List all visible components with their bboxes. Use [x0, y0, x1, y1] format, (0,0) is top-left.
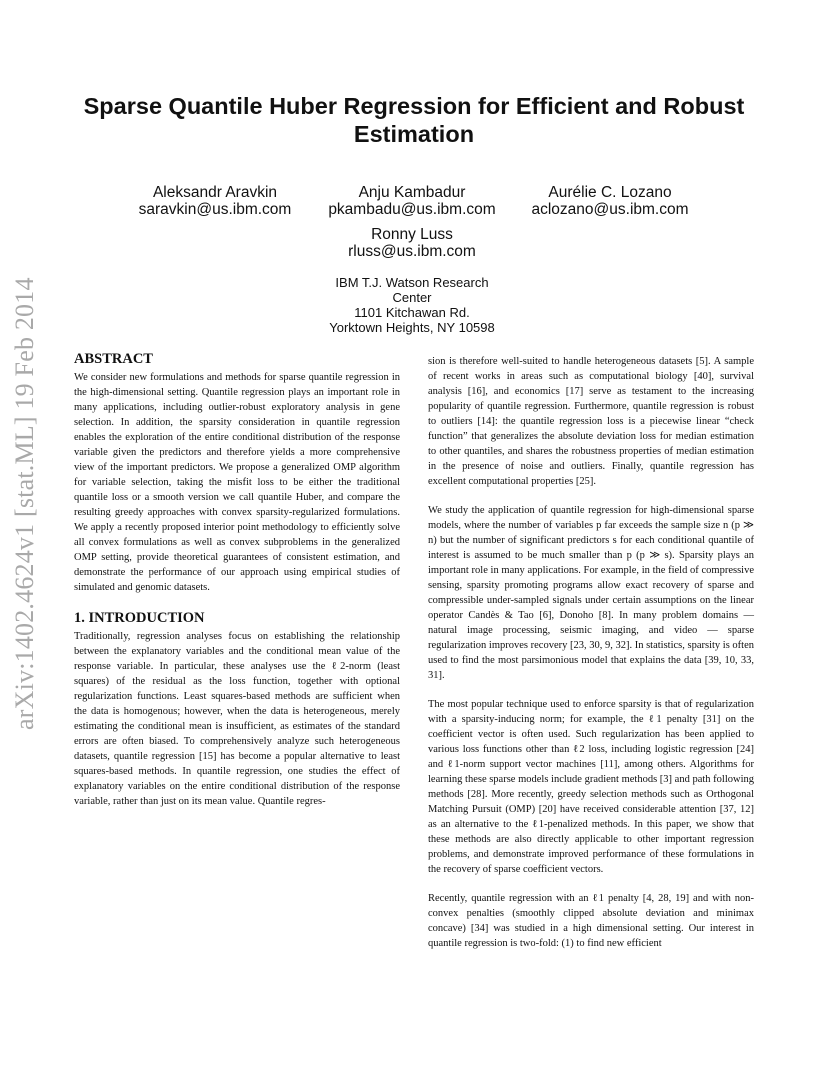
author-name: Ronny Luss — [371, 226, 453, 243]
affiliation-line: Yorktown Heights, NY 10598 — [329, 320, 495, 335]
author-block — [318, 184, 506, 218]
author-name: Anju Kambadur — [358, 184, 466, 201]
body-paragraph: Recently, quantile regression with an ℓ1 penalty [4, 28, 19] and with non-convex penalties (smoothly clipped absolute deviation and minimax concave) [34] was studied in a high dimensional setting. Our interest in quantile regression is two-fold: (1) to find new efficient — [428, 893, 754, 949]
body-paragraph: We study the application of quantile regression for high-dimensional sparse models, where the number of variables p far exceeds the sample size n (p ≫ n) but the number of significant predictors s for each conditional quantile of interest is assumed to be much smaller than p (p ≫ s). Sparsity plays an important role in many applications. For example, in the field of compressive sensing, sparsity promoting programs allow exact recovery of sparse and compressible under-sampled signals under certain assumptions on the linear operator Candès & Tao [6], Donoho [8]. In many problem domains — natural image processing, seismic imaging, and video — sparse regularization improves recovery [23, 30, 9, 32]. In statistics, sparsity is often used to find the most parsimonious model that explains the data [39, 10, 33, 31]. — [428, 505, 755, 681]
affiliation-line: IBM T.J. Watson Research — [335, 275, 489, 290]
author-block — [520, 184, 700, 218]
affiliation — [312, 275, 512, 335]
author-name: Aleksandr Aravkin — [152, 184, 278, 201]
author-block — [130, 184, 300, 218]
right-column — [428, 354, 754, 965]
body-paragraph: The most popular technique used to enforce sparsity is that of regularization with a sparsity-inducing norm; for example, the ℓ1 penalty [31] on the coefficient vector is often used. Such regularization has been applied to various loss functions other than ℓ2 loss, including logistic regression [24] and ℓ1-norm support vector machines [11], among others. Algorithms for learning these sparse models include gradient methods [3] and path following methods [28]. More recently, greedy selection methods such as Orthogonal Matching Pursuit (OMP) [20] have received considerable attention [37, 12] as an alternative to the ℓ1-penalized methods. In this paper, we show that these methods are also directly applicable to other important regression problems, and demonstrate improved performance of these formulations in the recovery of sparse coefficient vectors. — [428, 699, 754, 875]
paper-title: Sparse Quantile Huber Regression for Efficient and Robust Estimation — [83, 93, 745, 147]
introduction-text: Traditionally, regression analyses focus on establishing the relationship between the explanatory variables and the conditional mean value of the response variable. In particular, these analyses use the ℓ2-norm (least squares) of the residual as the loss function, together with optional regularization functions. Least squares-based methods are sufficient when the data is homogenous; however, when the data is heterogeneous, merely estimating the conditional mean is insufficient, as estimates of the standard errors are often biased. To comprehensively analyze such heterogeneous datasets, quantile regression [15] has become a popular alternative to least squares-based methods. In quantile regression, one studies the effect of explanatory variables on the entire conditional distribution of the response variable, rather than just on its mean value. Quantile regres- — [74, 631, 400, 807]
author-email: pkambadu@us.ibm.com — [328, 201, 496, 218]
left-column — [74, 350, 400, 823]
arxiv-identifier: arXiv:1402.4624v1 [stat.ML] 19 Feb 2014 — [10, 277, 39, 730]
body-paragraph: sion is therefore well-suited to handle heterogeneous datasets [5]. A sample of recent works in areas such as computational biology [40], survival analysis [16], and economics [17] serve as testament to the increasing popularity of quantile regression. Furthermore, quantile regression is robust to outliers [14]: the quantile regression loss is a piecewise linear “check function” that generalizes the absolute deviation loss for median estimation to other quantiles, and shares the robustness properties of median estimation in the presence of noise and outliers. Finally, quantile regression has excellent computational properties [25]. — [428, 356, 754, 487]
introduction-heading: 1. INTRODUCTION — [74, 610, 205, 626]
affiliation-line: Center — [392, 290, 432, 305]
author-block — [318, 226, 506, 260]
abstract-heading: ABSTRACT — [74, 351, 153, 367]
author-email: aclozano@us.ibm.com — [531, 201, 689, 218]
affiliation-line: 1101 Kitchawan Rd. — [354, 305, 470, 320]
author-email: rluss@us.ibm.com — [348, 243, 476, 260]
author-name: Aurélie C. Lozano — [548, 184, 672, 201]
abstract-text: We consider new formulations and methods for sparse quantile regression in the high-dimensional setting. Quantile regression plays an important role in many applications, including outlier-robust exploratory analysis in gene selection. In addition, the sparsity consideration in quantile regression enables the exploration of the entire conditional distribution of the response variable given the predictors and therefore yields a more comprehensive view of the important predictors. We propose a generalized OMP algorithm for variable selection, taking the misfit loss to be either the traditional quantile loss or a smooth version we call quantile Huber, and compare the resulting greedy approaches with convex sparsity-regularized formulations. We apply a recently proposed interior point methodology to efficiently solve all convex formulations as well as convex subproblems in the generalized OMP setting, provide theoretical guarantees of consistent estimation, and demonstrate the performance of our approach using empirical studies of simulated and genomic datasets. — [74, 372, 400, 593]
author-email: saravkin@us.ibm.com — [138, 201, 292, 218]
